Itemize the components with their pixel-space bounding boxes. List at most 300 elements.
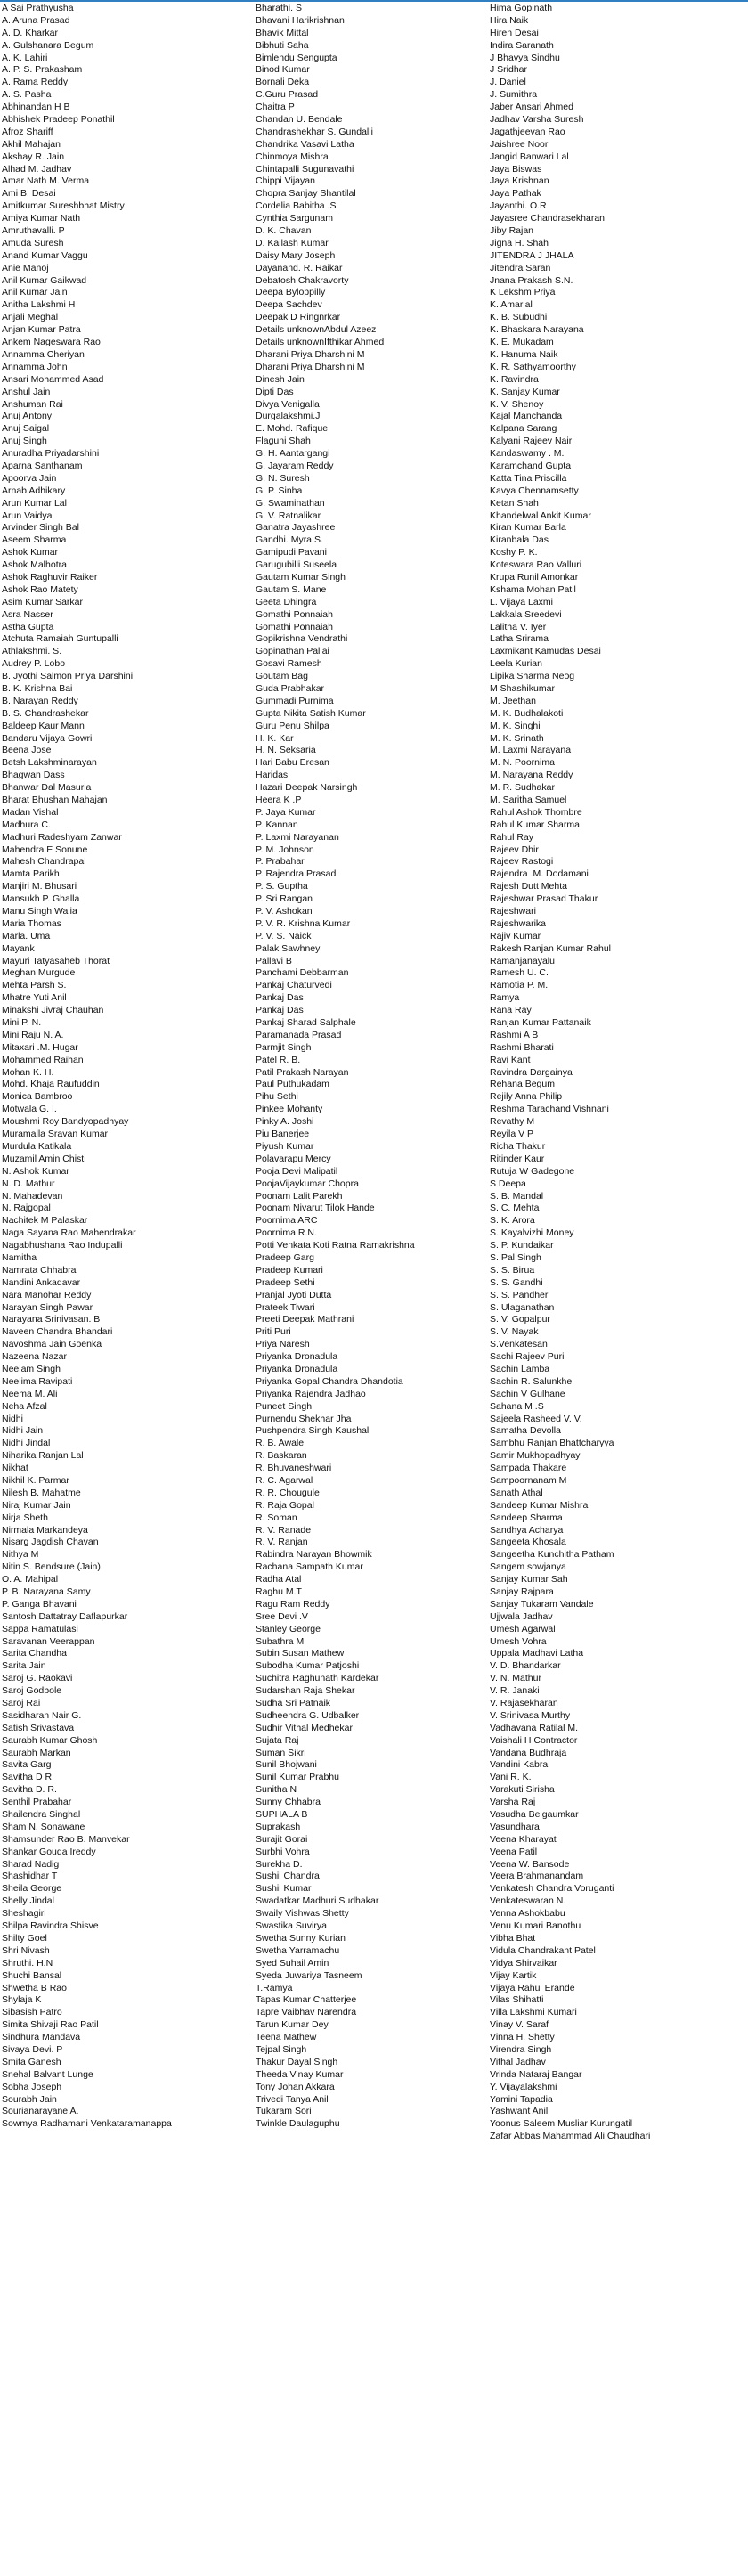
list-item: Jangid Banwari Lal xyxy=(490,151,569,162)
list-item: S. S. Pandher xyxy=(490,1289,549,1300)
list-item: Prateek Tiwari xyxy=(256,1301,315,1313)
list-item: Anitha Lakshmi H xyxy=(2,299,76,311)
list-item: Venkatesh Chandra Voruganti xyxy=(490,1883,614,1895)
list-item: Narayana Srinivasan. B xyxy=(2,1314,101,1325)
list-item: Kavya Chennamsetty xyxy=(490,485,579,496)
list-item: Debatosh Chakravorty xyxy=(256,274,349,286)
list-item: Ami B. Desai xyxy=(2,188,56,200)
list-item: G. N. Suresh xyxy=(256,472,310,484)
list-item: Akshay R. Jain xyxy=(2,151,65,162)
list-item: G. Swaminathan xyxy=(256,497,325,509)
list-item: Mayuri Tatyasaheb Thorat xyxy=(2,955,110,966)
list-item: Zafar Abbas Mahammad Ali Chaudhari xyxy=(490,2131,651,2142)
list-item: Neelima Ravipati xyxy=(2,1375,73,1387)
list-item: Betsh Lakshminarayan xyxy=(2,757,97,769)
list-item: S.Venkatesan xyxy=(490,1339,548,1350)
list-item: A. Rama Reddy xyxy=(2,77,69,88)
list-item: Chandrashekhar S. Gundalli xyxy=(256,126,373,137)
list-item: Poornima R.N. xyxy=(256,1227,317,1239)
list-item: Katta Tina Priscilla xyxy=(490,472,567,484)
list-item: C.Guru Prasad xyxy=(256,89,319,101)
list-item: Jigna H. Shah xyxy=(490,237,549,249)
list-item: Nagabhushana Rao Indupalli xyxy=(2,1240,123,1251)
list-item: Radha Atal xyxy=(256,1574,302,1586)
list-item: Arnab Adhikary xyxy=(2,485,66,496)
list-item: Abhishek Pradeep Ponathil xyxy=(2,114,115,126)
list-item: Abhinandan H B xyxy=(2,102,70,113)
list-item: Kshama Mohan Patil xyxy=(490,583,576,595)
list-item: Dharani Priya Dharshini M xyxy=(256,348,365,360)
list-item: Bharathi. S xyxy=(256,3,302,13)
list-item: Varakuti Sirisha xyxy=(490,1784,555,1796)
list-item: Jagathjeevan Rao xyxy=(490,126,565,137)
list-item: Gomathi Ponnaiah xyxy=(256,608,333,620)
list-item: Guru Penu Shilpa xyxy=(256,720,329,731)
list-item: Ragu Ram Reddy xyxy=(256,1598,330,1610)
list-item: R. Baskaran xyxy=(256,1450,307,1462)
list-item: Shailendra Singhal xyxy=(2,1809,81,1821)
list-item: Tony Johan Akkara xyxy=(256,2081,335,2092)
list-item: Sappa Ramatulasi xyxy=(2,1623,78,1634)
list-item: Potti Venkata Koti Ratna Ramakrishna xyxy=(256,1240,415,1251)
list-item: M. Jeethan xyxy=(490,695,536,706)
list-item: Rahul Ray xyxy=(490,831,534,843)
list-item: Sangem sowjanya xyxy=(490,1561,566,1573)
list-item: Preeti Deepak Mathrani xyxy=(256,1314,354,1325)
list-item: Navoshma Jain Goenka xyxy=(2,1339,102,1350)
list-item: Jitendra Saran xyxy=(490,262,551,273)
list-item: Chippi Vijayan xyxy=(256,175,315,187)
list-item: Yamini Tapadia xyxy=(490,2093,553,2105)
list-item: Mahendra E Sonune xyxy=(2,844,88,855)
list-item: Santosh Dattatray Daflapurkar xyxy=(2,1610,128,1622)
list-item: Richa Thakur xyxy=(490,1140,546,1152)
list-item: Sharad Nadig xyxy=(2,1858,60,1870)
list-item: Atchuta Ramaiah Guntupalli xyxy=(2,633,118,645)
list-item: Khandelwal Ankit Kumar xyxy=(490,509,591,521)
list-item: Shilpa Ravindra Shisve xyxy=(2,1920,99,1932)
list-item: Saurabh Kumar Ghosh xyxy=(2,1734,98,1746)
list-item: Bhavani Harikrishnan xyxy=(256,14,345,26)
list-item: Afroz Shariff xyxy=(2,126,53,137)
list-item: Baldeep Kaur Mann xyxy=(2,720,85,731)
list-item: Vilas Shihatti xyxy=(490,1994,544,2006)
list-item: P. V. Ashokan xyxy=(256,906,313,917)
list-item: Vibha Bhat xyxy=(490,1932,536,1944)
list-item: Bhagwan Dass xyxy=(2,770,65,781)
list-item: K. Amarlal xyxy=(490,299,533,311)
list-item: Puneet Singh xyxy=(256,1400,313,1412)
list-item: Motwala G. I. xyxy=(2,1104,57,1115)
name-column-2 xyxy=(254,3,488,2576)
list-item: S. Pal Singh xyxy=(490,1251,541,1263)
list-item: Sandeep Sharma xyxy=(490,1512,563,1523)
list-item: Sree Devi .V xyxy=(256,1610,308,1622)
list-item: Nilesh B. Mahatme xyxy=(2,1487,81,1498)
list-item: Jaya Krishnan xyxy=(490,175,549,187)
list-item: Meghan Murgude xyxy=(2,967,76,979)
list-item: Pankaj Das xyxy=(256,1005,304,1016)
list-item: N. D. Mathur xyxy=(2,1178,55,1189)
list-item: Sudhir Vithal Medhekar xyxy=(256,1722,353,1733)
list-item: Mansukh P. Ghalla xyxy=(2,893,80,905)
list-item: Naga Sayana Rao Mahendrakar xyxy=(2,1227,136,1239)
list-item: Theeda Vinay Kumar xyxy=(256,2068,344,2080)
list-item: Murdula Katikala xyxy=(2,1140,72,1152)
list-item: K. Hanuma Naik xyxy=(490,348,558,360)
list-item: A. Gulshanara Begum xyxy=(2,39,94,51)
list-item: Manjiri M. Bhusari xyxy=(2,881,77,893)
list-item: Rajeshwarika xyxy=(490,917,547,929)
list-item: Pradeep Kumari xyxy=(256,1264,323,1276)
list-item: N. Ashok Kumar xyxy=(2,1165,69,1177)
list-item: Pankaj Das xyxy=(256,992,304,1004)
list-item: V. Rajasekharan xyxy=(490,1698,558,1709)
list-item: Anuradha Priyadarshini xyxy=(2,448,100,460)
list-item: Madan Vishal xyxy=(2,806,59,818)
list-item: Nara Manohar Reddy xyxy=(2,1289,92,1300)
list-item: Tapre Vaibhav Narendra xyxy=(256,2007,357,2018)
list-item: Raghu M.T xyxy=(256,1586,302,1597)
list-item: M. Narayana Reddy xyxy=(490,770,573,781)
list-item: Sourianarayane A. xyxy=(2,2106,79,2117)
list-item: Vithal Jadhav xyxy=(490,2056,546,2067)
list-item: Ganatra Jayashree xyxy=(256,522,336,534)
list-item: Anjali Meghal xyxy=(2,312,59,323)
list-item: Bandaru Vijaya Gowri xyxy=(2,732,93,744)
list-item: Veena Kharayat xyxy=(490,1833,557,1845)
list-item: Dipti Das xyxy=(256,386,294,397)
list-item: S. V. Gopalpur xyxy=(490,1314,550,1325)
list-item: A Sai Prathyusha xyxy=(2,3,74,13)
list-item: Saroj Rai xyxy=(2,1698,41,1709)
list-item: Mitaxari .M. Hugar xyxy=(2,1041,78,1053)
list-item: Sampoornanam M xyxy=(490,1474,567,1486)
list-item: Sheila George xyxy=(2,1883,62,1895)
list-item: Vidya Shirvaikar xyxy=(490,1957,557,1969)
list-item: Madhura C. xyxy=(2,819,51,830)
list-item: Neha Afzal xyxy=(2,1400,47,1412)
list-item: Ravindra Dargainya xyxy=(490,1066,573,1078)
list-item: Gamipudi Pavani xyxy=(256,547,327,558)
list-item: B. Narayan Reddy xyxy=(2,695,78,706)
list-item: Sanjay Rajpara xyxy=(490,1586,554,1597)
list-item: Sunny Chhabra xyxy=(256,1797,321,1808)
list-item: V. Srinivasa Murthy xyxy=(490,1709,571,1721)
name-column-3 xyxy=(488,3,748,2576)
list-item: Laxmikant Kamudas Desai xyxy=(490,646,601,657)
list-item: Saurabh Markan xyxy=(2,1747,71,1758)
list-item: Tukaram Sori xyxy=(256,2106,312,2117)
list-item: Rajeev Rastogi xyxy=(490,856,554,868)
list-item: Narayan Singh Pawar xyxy=(2,1301,94,1313)
list-item: Annamma John xyxy=(2,361,68,372)
list-item: Suprakash xyxy=(256,1821,301,1832)
list-item: Poonam Lalit Parekh xyxy=(256,1190,343,1202)
list-item: Gomathi Ponnaiah xyxy=(256,621,333,632)
list-item: Krupa Runil Amonkar xyxy=(490,571,579,583)
list-item: Mini P. N. xyxy=(2,1017,42,1029)
list-item: Ramotia P. M. xyxy=(490,980,549,991)
list-item: Sourabh Jain xyxy=(2,2093,57,2105)
list-item: Venna Ashokbabu xyxy=(490,1908,565,1920)
list-item: G. H. Aantargangi xyxy=(256,448,330,460)
list-item: K. R. Sathyamoorthy xyxy=(490,361,576,372)
list-item: Villa Lakshmi Kumari xyxy=(490,2007,577,2018)
list-item: Hiren Desai xyxy=(490,27,539,38)
list-item: Shylaja K xyxy=(2,1994,42,2006)
list-item: Anuj Antony xyxy=(2,411,53,422)
list-item: SUPHALA B xyxy=(256,1809,308,1821)
list-item: Divya Venigalla xyxy=(256,398,320,410)
list-item: Palak Sawhney xyxy=(256,942,321,954)
list-item: Anuj Singh xyxy=(2,436,47,447)
list-item: Gautam S. Mane xyxy=(256,583,327,595)
list-item: Poornima ARC xyxy=(256,1215,318,1227)
list-item: B. S. Chandrashekar xyxy=(2,707,89,719)
list-item: Chandan U. Bendale xyxy=(256,114,343,126)
list-item: Hima Gopinath xyxy=(490,3,553,13)
list-item: Paramanada Prasad xyxy=(256,1029,342,1040)
list-item: Vani R. K. xyxy=(490,1772,532,1783)
list-item: Kalpana Sarang xyxy=(490,423,557,435)
top-rule xyxy=(0,0,748,2)
list-item: Asim Kumar Sarkar xyxy=(2,596,84,607)
list-item: Arun Vaidya xyxy=(2,509,53,521)
list-item: Nidhi Jindal xyxy=(2,1438,51,1449)
list-item: Rejily Anna Philip xyxy=(490,1091,563,1103)
list-item: Beena Jose xyxy=(2,745,52,756)
list-item: Ramanjanayalu xyxy=(490,955,555,966)
list-item: Savita Garg xyxy=(2,1759,52,1771)
list-item: Yashwant Anil xyxy=(490,2106,549,2117)
list-item: Apoorva Jain xyxy=(2,472,57,484)
list-item: Pradeep Sethi xyxy=(256,1276,315,1288)
list-item: Ashok Kumar xyxy=(2,547,59,558)
list-item: R. V. Ranade xyxy=(256,1524,312,1536)
list-item: Karamchand Gupta xyxy=(490,460,572,471)
list-item: Sunil Bhojwani xyxy=(256,1759,317,1771)
list-item: Sudha Sri Patnaik xyxy=(256,1698,331,1709)
list-item: Bhavik Mittal xyxy=(256,27,309,38)
list-item: Shashidhar T xyxy=(2,1871,58,1882)
list-item: Ashok Rao Matety xyxy=(2,583,78,595)
list-item: Sandhya Acharya xyxy=(490,1524,564,1536)
list-item: P. V. R. Krishna Kumar xyxy=(256,917,351,929)
list-item: Namrata Chhabra xyxy=(2,1264,77,1276)
list-item: Indira Saranath xyxy=(490,39,554,51)
list-item: Nidhi Jain xyxy=(2,1425,44,1437)
list-item: Sham N. Sonawane xyxy=(2,1821,85,1832)
list-item: Amiya Kumar Nath xyxy=(2,213,81,224)
list-item: Anil Kumar Jain xyxy=(2,287,68,298)
list-item: Ramesh U. C. xyxy=(490,967,549,979)
list-item: R. Raja Gopal xyxy=(256,1499,314,1511)
list-item: Subathra M xyxy=(256,1635,305,1647)
list-item: Sandeep Kumar Mishra xyxy=(490,1499,589,1511)
list-item: Revathy M xyxy=(490,1116,535,1128)
list-item: Swastika Suvirya xyxy=(256,1920,327,1932)
list-item: Snehal Balvant Lunge xyxy=(2,2068,94,2080)
list-item: Jadhav Varsha Suresh xyxy=(490,114,584,126)
list-item: Tejpal Singh xyxy=(256,2043,307,2055)
list-item: Mini Raju N. A. xyxy=(2,1029,64,1040)
list-item: K. V. Shenoy xyxy=(490,398,544,410)
list-item: Niraj Kumar Jain xyxy=(2,1499,71,1511)
list-item: B. Jyothi Salmon Priya Darshini xyxy=(2,671,134,682)
list-item: Nandini Ankadavar xyxy=(2,1276,81,1288)
list-item: S. S. Gandhi xyxy=(490,1276,543,1288)
list-item: Pankaj Sharad Salphale xyxy=(256,1017,356,1029)
list-item: K. E. Mukadam xyxy=(490,337,554,348)
list-item: L. Vijaya Laxmi xyxy=(490,596,554,607)
list-item: K Lekshm Priya xyxy=(490,287,556,298)
list-item: Jaya Pathak xyxy=(490,188,541,200)
list-item: Amitkumar Sureshbhat Mistry xyxy=(2,200,125,212)
list-item: Ashok Malhotra xyxy=(2,559,67,571)
list-item: Kajal Manchanda xyxy=(490,411,563,422)
list-item: S. S. Birua xyxy=(490,1264,535,1276)
list-item: Hira Naik xyxy=(490,14,529,26)
list-item: Ramya xyxy=(490,992,520,1004)
list-item: Sampada Thakare xyxy=(490,1463,567,1474)
list-item: Durgalakshmi.J xyxy=(256,411,321,422)
list-item: D. Kailash Kumar xyxy=(256,237,329,249)
list-item: Sudarshan Raja Shekar xyxy=(256,1685,355,1697)
list-item: Panchami Debbarman xyxy=(256,967,349,979)
list-item: Satish Srivastava xyxy=(2,1722,75,1733)
list-item: Pihu Sethi xyxy=(256,1091,298,1103)
list-item: Bhanwar Dal Masuria xyxy=(2,782,92,794)
list-item: Veena W. Bansode xyxy=(490,1858,570,1870)
name-column-1 xyxy=(0,3,254,2576)
list-item: Sajeela Rasheed V. V. xyxy=(490,1413,582,1424)
list-item: A. K. Lahiri xyxy=(2,52,48,63)
list-item: R. Bhuvaneshwari xyxy=(256,1463,332,1474)
list-item: Anjan Kumar Patra xyxy=(2,324,81,336)
list-item: Neema M. Ali xyxy=(2,1388,58,1399)
list-item: Rajeshwari xyxy=(490,906,536,917)
list-item: V. N. Mathur xyxy=(490,1673,541,1684)
list-item: Anie Manoj xyxy=(2,262,49,273)
list-item: Pushpendra Singh Kaushal xyxy=(256,1425,370,1437)
list-item: Jayasree Chandrasekharan xyxy=(490,213,605,224)
list-item: Sachin V Gulhane xyxy=(490,1388,565,1399)
list-item: G. Jayaram Reddy xyxy=(256,460,334,471)
list-item: Stanley George xyxy=(256,1623,321,1634)
list-item: Guda Prabhakar xyxy=(256,682,325,694)
list-item: Swetha Sunny Kurian xyxy=(256,1932,346,1944)
list-item: Audrey P. Lobo xyxy=(2,658,66,670)
list-item: Kalyani Rajeev Nair xyxy=(490,436,573,447)
list-item: Suchitra Raghunath Kardekar xyxy=(256,1673,379,1684)
list-item: Lakkala Sreedevi xyxy=(490,608,562,620)
list-item: N. Mahadevan xyxy=(2,1190,63,1202)
list-item: Ketan Shah xyxy=(490,497,539,509)
list-item: Umesh Vohra xyxy=(490,1635,547,1647)
list-item: Thakur Dayal Singh xyxy=(256,2056,338,2067)
list-item: Mohammed Raihan xyxy=(2,1054,84,1065)
list-item: Deepa Sachdev xyxy=(256,299,322,311)
list-item: Shwetha B Rao xyxy=(2,1982,67,1993)
list-item: Vidula Chandrakant Patel xyxy=(490,1944,596,1956)
list-item: Nidhi xyxy=(2,1413,23,1424)
list-item: E. Mohd. Rafique xyxy=(256,423,329,435)
list-item: Rutuja W Gadegone xyxy=(490,1165,575,1177)
list-item: Jiby Rajan xyxy=(490,225,534,237)
list-item: Binod Kumar xyxy=(256,64,310,76)
list-item: Sudheendra G. Udbalker xyxy=(256,1709,360,1721)
list-item: Priyanka Dronadula xyxy=(256,1363,338,1374)
list-item: Latha Srirama xyxy=(490,633,549,645)
list-item: Rakesh Ranjan Kumar Rahul xyxy=(490,942,611,954)
list-item: JITENDRA J JHALA xyxy=(490,249,574,261)
list-item: Anshuman Rai xyxy=(2,398,63,410)
list-item: G. P. Sinha xyxy=(256,485,303,496)
list-item: Amruthavalli. P xyxy=(2,225,65,237)
list-item: Savitha D R xyxy=(2,1772,53,1783)
list-item: Dayanand. R. Raikar xyxy=(256,262,343,273)
list-item: K. Sanjay Kumar xyxy=(490,386,560,397)
list-item: Jnana Prakash S.N. xyxy=(490,274,573,286)
list-item: Vandini Kabra xyxy=(490,1759,549,1771)
list-item: Haridas xyxy=(256,770,289,781)
list-item: Alhad M. Jadhav xyxy=(2,163,72,175)
list-item: Goutam Bag xyxy=(256,671,308,682)
list-item: Bornali Deka xyxy=(256,77,310,88)
list-item: Arun Kumar Lal xyxy=(2,497,67,509)
list-item: Mayank xyxy=(2,942,35,954)
list-item: Gummadi Purnima xyxy=(256,695,334,706)
list-item: Rachana Sampath Kumar xyxy=(256,1561,363,1573)
list-item: Chandrika Vasavi Latha xyxy=(256,138,354,150)
list-item: Chintapalli Sugunavathi xyxy=(256,163,354,175)
list-item: K. Bhaskara Narayana xyxy=(490,324,584,336)
list-item: Sangeeta Khosala xyxy=(490,1537,566,1548)
list-item: G. V. Ratnalikar xyxy=(256,509,321,521)
list-item: Gopinathan Pallai xyxy=(256,646,329,657)
list-item: Vadhavana Ratilal M. xyxy=(490,1722,579,1733)
name-columns xyxy=(0,3,748,2576)
list-item: S Deepa xyxy=(490,1178,526,1189)
list-item: Vasundhara xyxy=(490,1821,540,1832)
list-item: Sheshagiri xyxy=(2,1908,46,1920)
list-item: Nitin S. Bendsure (Jain) xyxy=(2,1561,101,1573)
list-item: Heera K .P xyxy=(256,795,302,805)
list-item: Gosavi Ramesh xyxy=(256,658,322,670)
list-item: P. Rajendra Prasad xyxy=(256,868,337,880)
list-item: Mahesh Chandrapal xyxy=(2,856,86,868)
list-item: Rajendra .M. Dodamani xyxy=(490,868,589,880)
list-item: Flaguni Shah xyxy=(256,436,311,447)
list-item: Pranjal Jyoti Dutta xyxy=(256,1289,332,1300)
list-item: Sahana M .S xyxy=(490,1400,544,1412)
list-item: Yoonus Saleem Musliar Kurungatil xyxy=(490,2118,633,2130)
list-item: Ujjwala Jadhav xyxy=(490,1610,553,1622)
list-item: Piu Banerjee xyxy=(256,1129,310,1140)
list-item: Dinesh Jain xyxy=(256,373,305,385)
list-item: Sivaya Devi. P xyxy=(2,2043,63,2055)
list-item: Koshy P. K. xyxy=(490,547,538,558)
list-item: P. M. Johnson xyxy=(256,844,314,855)
list-item: Rabindra Narayan Bhowmik xyxy=(256,1549,372,1561)
list-item: Gopikrishna Vendrathi xyxy=(256,633,348,645)
list-item: Nirja Sheth xyxy=(2,1512,48,1523)
list-item: Anshul Jain xyxy=(2,386,51,397)
list-item: Samir Mukhopadhyay xyxy=(490,1450,581,1462)
list-item: Saroj Godbole xyxy=(2,1685,62,1697)
list-item: Virendra Singh xyxy=(490,2043,552,2055)
